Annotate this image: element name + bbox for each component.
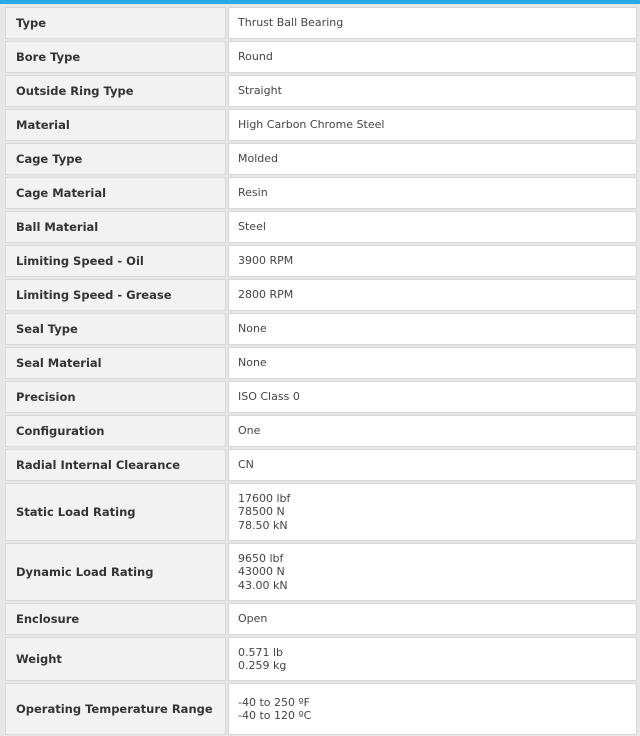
spec-value-lines (238, 50, 273, 64)
spec-label-cell (4, 602, 227, 636)
spec-value-line: CN (238, 458, 254, 472)
spec-label-cell (4, 108, 227, 142)
spec-value-lines (238, 424, 260, 438)
spec-value-cell (227, 312, 638, 346)
spec-value-line: High Carbon Chrome Steel (238, 118, 385, 132)
spec-value-cell (227, 448, 638, 482)
spec-row (4, 636, 638, 682)
spec-row (4, 40, 638, 74)
spec-label: Configuration (5, 415, 226, 447)
spec-row (4, 542, 638, 602)
spec-label-cell (4, 142, 227, 176)
spec-row (4, 210, 638, 244)
spec-value-cell (227, 346, 638, 380)
spec-value-line: -40 to 120 ºC (238, 709, 312, 722)
spec-value-line: 43000 N (238, 565, 285, 579)
spec-label-cell (4, 312, 227, 346)
spec-value-lines (238, 552, 288, 593)
spec-value-cell (227, 482, 638, 542)
spec-value (228, 211, 637, 243)
spec-row (4, 482, 638, 542)
spec-value-lines (238, 254, 293, 268)
spec-value (228, 7, 637, 39)
spec-label-cell (4, 346, 227, 380)
spec-value-lines (238, 186, 268, 200)
spec-value-line: 0.571 lb (238, 645, 284, 659)
spec-row (4, 6, 638, 40)
spec-row (4, 244, 638, 278)
spec-value-line: 0.259 kg (238, 659, 287, 672)
spec-label: Precision (5, 381, 226, 413)
spec-value-line: Steel (238, 220, 266, 234)
spec-label-cell (4, 414, 227, 448)
spec-value-cell (227, 682, 638, 736)
spec-row (4, 142, 638, 176)
spec-label-cell (4, 482, 227, 542)
spec-value-line: 2800 RPM (238, 288, 294, 302)
top-accent-bar (0, 0, 640, 4)
spec-value-line: Resin (238, 186, 268, 200)
spec-value-lines (238, 152, 278, 166)
spec-label: Cage Type (5, 143, 226, 175)
spec-value-lines (238, 492, 290, 533)
spec-value-cell (227, 542, 638, 602)
spec-value (228, 245, 637, 277)
spec-value (228, 603, 637, 635)
spec-value-cell (227, 602, 638, 636)
spec-value (228, 637, 637, 681)
spec-label: Static Load Rating (5, 483, 226, 541)
spec-value-line: -40 to 250 ºF (238, 695, 311, 709)
spec-label: Operating Temperature Range (5, 683, 226, 735)
spec-label-cell (4, 448, 227, 482)
spec-value-cell (227, 40, 638, 74)
spec-label: Enclosure (5, 603, 226, 635)
spec-value-lines (238, 322, 267, 336)
spec-value-lines (238, 118, 384, 132)
spec-row (4, 380, 638, 414)
spec-value (228, 415, 637, 447)
spec-value (228, 683, 637, 735)
spec-value-cell (227, 6, 638, 40)
spec-value-lines (238, 220, 266, 234)
spec-value-cell (227, 380, 638, 414)
spec-row (4, 682, 638, 736)
spec-value-lines (238, 356, 267, 370)
spec-label: Ball Material (5, 211, 226, 243)
spec-value (228, 313, 637, 345)
spec-value-cell (227, 414, 638, 448)
spec-label: Material (5, 109, 226, 141)
spec-value (228, 143, 637, 175)
spec-label-cell (4, 6, 227, 40)
spec-label-cell (4, 244, 227, 278)
spec-value-line: Open (238, 612, 268, 626)
spec-value-line: None (238, 356, 267, 370)
spec-row (4, 448, 638, 482)
spec-value-lines (238, 288, 293, 302)
spec-label-cell (4, 176, 227, 210)
spec-value-cell (227, 278, 638, 312)
spec-value-line: 3900 RPM (238, 254, 294, 268)
spec-value-cell (227, 108, 638, 142)
spec-row (4, 108, 638, 142)
spec-value-line: 43.00 kN (238, 578, 288, 592)
spec-label: Bore Type (5, 41, 226, 73)
spec-value-line: 78500 N (238, 505, 285, 519)
spec-row (4, 278, 638, 312)
spec-value-line: 17600 lbf (238, 491, 291, 505)
spec-label-cell (4, 636, 227, 682)
spec-label-cell (4, 682, 227, 736)
spec-row (4, 602, 638, 636)
spec-value-lines (238, 84, 282, 98)
spec-label-cell (4, 40, 227, 74)
spec-label-cell (4, 542, 227, 602)
spec-value (228, 41, 637, 73)
spec-label: Weight (5, 637, 226, 681)
spec-value (228, 483, 637, 541)
spec-value-line: Straight (238, 84, 282, 98)
spec-value-cell (227, 244, 638, 278)
spec-row (4, 74, 638, 108)
spec-label: Cage Material (5, 177, 226, 209)
spec-label: Outside Ring Type (5, 75, 226, 107)
spec-value (228, 449, 637, 481)
spec-value-lines (238, 612, 267, 626)
spec-label: Type (5, 7, 226, 39)
specifications-body (4, 6, 638, 736)
spec-value-lines (238, 16, 343, 30)
spec-value (228, 109, 637, 141)
spec-row (4, 176, 638, 210)
specifications-table (4, 6, 638, 736)
spec-label: Seal Material (5, 347, 226, 379)
spec-label-cell (4, 74, 227, 108)
spec-value-lines (238, 696, 311, 723)
spec-value-line: None (238, 322, 267, 336)
spec-value-line: 9650 lbf (238, 551, 284, 565)
spec-label: Dynamic Load Rating (5, 543, 226, 601)
spec-label: Limiting Speed - Oil (5, 245, 226, 277)
spec-label: Limiting Speed - Grease (5, 279, 226, 311)
spec-value (228, 347, 637, 379)
spec-label-cell (4, 210, 227, 244)
spec-row (4, 346, 638, 380)
spec-value (228, 177, 637, 209)
spec-row (4, 414, 638, 448)
spec-value-cell (227, 636, 638, 682)
spec-value (228, 279, 637, 311)
spec-value-lines (238, 390, 300, 404)
spec-label: Seal Type (5, 313, 226, 345)
spec-value (228, 75, 637, 107)
spec-value (228, 381, 637, 413)
spec-value-cell (227, 74, 638, 108)
spec-value-lines (238, 458, 254, 472)
spec-value (228, 543, 637, 601)
spec-value-line: One (238, 424, 261, 438)
spec-row (4, 312, 638, 346)
spec-label: Radial Internal Clearance (5, 449, 226, 481)
spec-label-cell (4, 278, 227, 312)
spec-value-line: ISO Class 0 (238, 390, 300, 404)
spec-value-line: Molded (238, 152, 279, 166)
spec-value-cell (227, 176, 638, 210)
spec-label-cell (4, 380, 227, 414)
spec-value-lines (238, 646, 286, 673)
spec-value-line: Round (238, 50, 273, 64)
spec-value-cell (227, 142, 638, 176)
spec-value-cell (227, 210, 638, 244)
spec-value-line: Thrust Ball Bearing (238, 16, 344, 30)
spec-value-line: 78.50 kN (238, 518, 288, 532)
